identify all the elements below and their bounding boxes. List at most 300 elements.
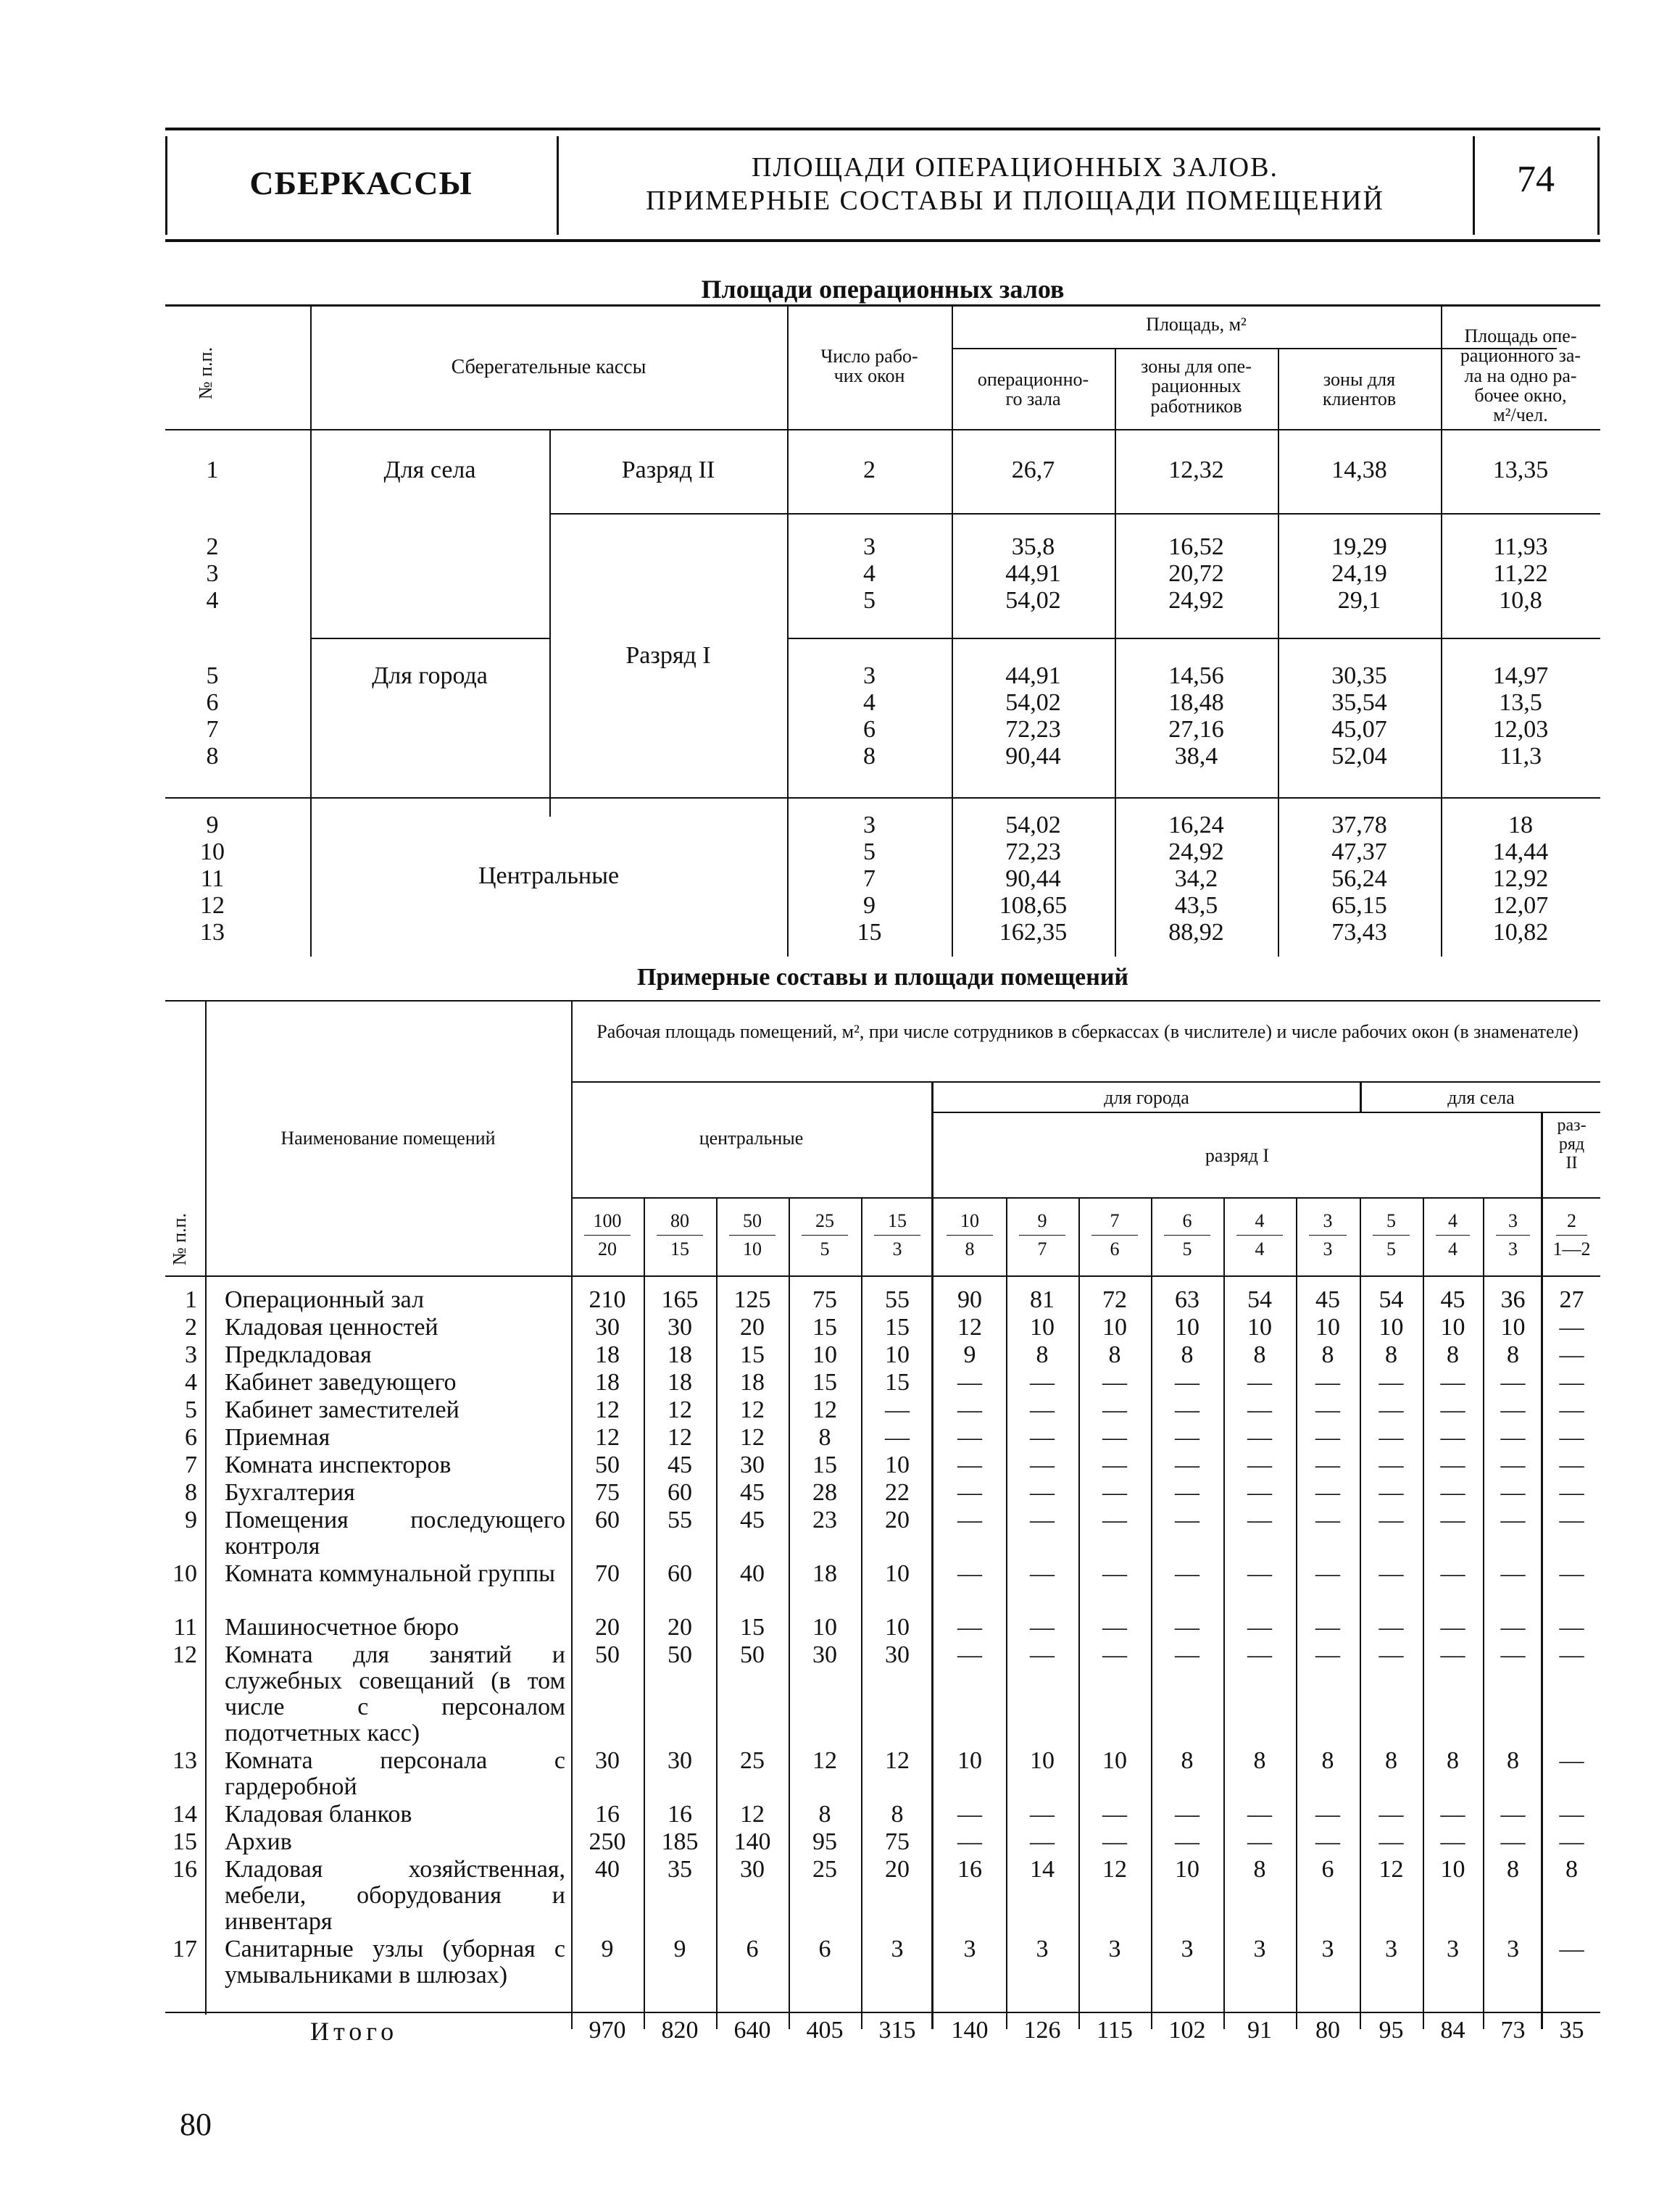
area-value: — xyxy=(1559,1424,1584,1451)
area-value: — xyxy=(885,1396,910,1423)
area-value: — xyxy=(1559,1452,1584,1478)
t1-op: 54,02 72,23 90,44 108,65 162,35 xyxy=(999,812,1068,946)
total-value: 91 xyxy=(1247,2017,1272,2044)
area-value: 3 xyxy=(1108,1936,1121,1962)
area-value: 30 xyxy=(885,1641,910,1668)
area-value: 8 xyxy=(1181,1747,1194,1774)
t1-windows: 3 4 6 8 xyxy=(863,662,876,770)
area-value: 50 xyxy=(740,1641,765,1668)
area-value: 3 xyxy=(1447,1936,1459,1962)
fraction-header xyxy=(1223,1207,1296,1263)
area-value: 10 xyxy=(812,1614,837,1641)
room-name: Комната коммунальной группы xyxy=(225,1560,555,1587)
area-value: 8 xyxy=(1385,1747,1397,1774)
fraction-denominator: 1—2 xyxy=(1552,1238,1591,1260)
area-value: 9 xyxy=(601,1936,614,1962)
t1-workers: 12,32 xyxy=(1168,457,1224,483)
area-value: 40 xyxy=(595,1856,620,1883)
area-value: 6 xyxy=(818,1936,831,1962)
area-value: — xyxy=(957,1641,982,1668)
area-value: 70 xyxy=(595,1560,620,1587)
area-value: 15 xyxy=(812,1369,837,1396)
area-value: 8 xyxy=(1507,1341,1519,1368)
sheet-number: 74 xyxy=(1517,159,1555,200)
fraction-numerator: 50 xyxy=(729,1207,775,1236)
area-value: — xyxy=(1102,1560,1127,1587)
area-value: — xyxy=(885,1424,910,1451)
area-value: — xyxy=(1030,1452,1055,1478)
area-value: 10 xyxy=(885,1614,910,1641)
row-number: 10 xyxy=(172,1560,197,1587)
area-value: — xyxy=(957,1452,982,1478)
area-value: — xyxy=(957,1369,982,1396)
area-value: 55 xyxy=(668,1507,692,1533)
area-value: 250 xyxy=(589,1828,626,1855)
area-value: — xyxy=(1102,1396,1127,1423)
row-number: 16 xyxy=(172,1856,197,1883)
t1-windows: 2 xyxy=(863,457,876,483)
area-value: 8 xyxy=(1321,1341,1334,1368)
area-value: — xyxy=(1247,1452,1272,1478)
area-value: 10 xyxy=(1175,1314,1199,1341)
area-value: 54 xyxy=(1378,1286,1404,1313)
area-value: 28 xyxy=(812,1479,837,1506)
area-value: — xyxy=(1440,1479,1465,1506)
area-value: — xyxy=(1247,1828,1272,1855)
area-value: 60 xyxy=(595,1507,620,1533)
area-value: 60 xyxy=(668,1479,692,1506)
area-value: 18 xyxy=(668,1369,692,1396)
room-name: Санитарные узлы (уборная с умывальниками в шлюзах) xyxy=(225,1936,565,1989)
t1-col-no-label: № п.п. xyxy=(195,346,217,400)
area-value: — xyxy=(1440,1452,1465,1478)
fraction-denominator: 15 xyxy=(670,1238,689,1260)
area-value: 45 xyxy=(740,1507,765,1533)
area-value: 40 xyxy=(740,1560,765,1587)
area-value: — xyxy=(1175,1369,1199,1396)
area-value: — xyxy=(1500,1424,1526,1451)
area-value: — xyxy=(1102,1479,1127,1506)
area-value: — xyxy=(1315,1641,1340,1668)
area-value: 12 xyxy=(885,1747,910,1774)
fraction-header xyxy=(1543,1207,1600,1263)
t1-per: 14,97 13,5 12,03 11,3 xyxy=(1492,662,1549,770)
area-value: 50 xyxy=(595,1641,620,1668)
section-title: СБЕРКАССЫ xyxy=(249,165,473,201)
t1-nos: 2 3 4 xyxy=(206,533,219,614)
area-value: 3 xyxy=(1253,1936,1266,1962)
area-value: — xyxy=(1030,1424,1055,1451)
area-value: 50 xyxy=(595,1452,620,1478)
area-value: 63 xyxy=(1175,1286,1199,1313)
t1-op: 44,91 54,02 72,23 90,44 xyxy=(1005,662,1061,770)
area-value: — xyxy=(1175,1614,1199,1641)
area-value: 3 xyxy=(1181,1936,1194,1962)
area-value: 16 xyxy=(668,1801,692,1828)
area-value: 3 xyxy=(1385,1936,1397,1962)
area-value: — xyxy=(1030,1507,1055,1533)
room-name: Комната для занятий и служебных совещаний (в том числе с персоналом подотчетных касс) xyxy=(225,1641,565,1746)
t1-op: 26,7 xyxy=(1011,457,1055,483)
area-value: 25 xyxy=(740,1747,765,1774)
fraction-header xyxy=(1360,1207,1423,1263)
area-value: — xyxy=(1559,1828,1584,1855)
area-value: — xyxy=(1247,1560,1272,1587)
area-value: — xyxy=(1102,1507,1127,1533)
t1-clients: 19,29 24,19 29,1 xyxy=(1331,533,1387,614)
area-value: — xyxy=(1500,1828,1526,1855)
total-value: 405 xyxy=(806,2017,844,2044)
area-value: 8 xyxy=(1447,1341,1459,1368)
area-value: — xyxy=(1030,1614,1055,1641)
area-value: 8 xyxy=(1253,1747,1266,1774)
area-value: — xyxy=(1175,1479,1199,1506)
area-value: 23 xyxy=(812,1507,837,1533)
area-value: 10 xyxy=(1102,1747,1127,1774)
table1-title: Площади операционных залов xyxy=(701,275,1065,304)
area-value: — xyxy=(1247,1424,1272,1451)
area-value: 45 xyxy=(668,1452,692,1478)
area-value: — xyxy=(1315,1369,1340,1396)
area-value: — xyxy=(1378,1396,1404,1423)
area-value: 8 xyxy=(1321,1747,1334,1774)
area-value: — xyxy=(1500,1479,1526,1506)
area-value: 6 xyxy=(1321,1856,1334,1883)
t1-per: 18 14,44 12,92 12,07 10,82 xyxy=(1492,812,1549,946)
area-value: — xyxy=(1378,1560,1404,1587)
room-name: Кладовая хозяйственная, мебели, оборудования и инвентаря xyxy=(225,1856,565,1935)
area-value: 45 xyxy=(1440,1286,1465,1313)
area-value: — xyxy=(1102,1452,1127,1478)
area-value: 75 xyxy=(812,1286,837,1313)
area-value: — xyxy=(957,1560,982,1587)
area-value: — xyxy=(1440,1369,1465,1396)
area-value: — xyxy=(1500,1614,1526,1641)
fraction-header xyxy=(1296,1207,1360,1263)
area-value: 30 xyxy=(668,1314,692,1341)
area-value: 140 xyxy=(733,1828,771,1855)
area-value: 30 xyxy=(595,1747,620,1774)
area-value: 10 xyxy=(1440,1856,1465,1883)
area-value: — xyxy=(1102,1369,1127,1396)
area-value: — xyxy=(1500,1452,1526,1478)
area-value: 12 xyxy=(668,1396,692,1423)
fraction-numerator: 5 xyxy=(1373,1207,1410,1236)
fraction-numerator: 4 xyxy=(1436,1207,1470,1236)
area-value: — xyxy=(957,1614,982,1641)
area-value: 12 xyxy=(595,1424,620,1451)
rooms-table xyxy=(165,1000,1600,2044)
total-value: 820 xyxy=(661,2017,699,2044)
area-value: 8 xyxy=(1181,1341,1194,1368)
area-value: 10 xyxy=(1500,1314,1526,1341)
area-value: 18 xyxy=(595,1369,620,1396)
fraction-header xyxy=(571,1207,644,1263)
area-value: — xyxy=(1247,1641,1272,1668)
area-value: — xyxy=(1500,1641,1526,1668)
area-value: — xyxy=(1559,1641,1584,1668)
area-value: 16 xyxy=(957,1856,982,1883)
total-value: 95 xyxy=(1378,2017,1404,2044)
area-value: — xyxy=(1102,1828,1127,1855)
area-value: 10 xyxy=(812,1341,837,1368)
area-value: — xyxy=(1247,1614,1272,1641)
area-value: — xyxy=(1247,1507,1272,1533)
area-value: 8 xyxy=(1447,1747,1459,1774)
area-value: 10 xyxy=(1102,1314,1127,1341)
area-value: 20 xyxy=(668,1614,692,1641)
t1-nos: 9 10 11 12 13 xyxy=(200,812,225,946)
area-value: — xyxy=(1440,1424,1465,1451)
area-value: 3 xyxy=(1036,1936,1049,1962)
fraction-numerator: 80 xyxy=(657,1207,703,1236)
t1-col-kassy: Сберегательные кассы xyxy=(451,356,646,378)
area-value: 12 xyxy=(595,1396,620,1423)
area-value: — xyxy=(1175,1828,1199,1855)
area-value: — xyxy=(1378,1801,1404,1828)
area-value: — xyxy=(1559,1479,1584,1506)
area-value: — xyxy=(957,1828,982,1855)
area-value: 8 xyxy=(818,1424,831,1451)
area-value: — xyxy=(1247,1479,1272,1506)
area-value: — xyxy=(1175,1641,1199,1668)
fraction-numerator: 3 xyxy=(1309,1207,1347,1236)
area-value: 12 xyxy=(812,1396,837,1423)
row-number: 13 xyxy=(172,1747,197,1774)
area-value: — xyxy=(1315,1801,1340,1828)
area-value: 12 xyxy=(668,1424,692,1451)
t1-clients: 30,35 35,54 45,07 52,04 xyxy=(1331,662,1387,770)
area-value: — xyxy=(1500,1396,1526,1423)
t1-windows: 3 5 7 9 15 xyxy=(857,812,882,946)
room-name: Кладовая бланков xyxy=(225,1801,412,1828)
t1-workers: 14,56 18,48 27,16 38,4 xyxy=(1168,662,1224,770)
fraction-header xyxy=(861,1207,933,1263)
area-value: — xyxy=(957,1801,982,1828)
row-number: 14 xyxy=(172,1801,197,1828)
total-value: 35 xyxy=(1559,2017,1584,2044)
area-value: — xyxy=(1315,1507,1340,1533)
fraction-numerator: 15 xyxy=(874,1207,920,1236)
area-value: 30 xyxy=(740,1856,765,1883)
fraction-denominator: 5 xyxy=(1386,1238,1396,1260)
area-value: 18 xyxy=(668,1341,692,1368)
area-value: 10 xyxy=(1030,1747,1055,1774)
row-number: 6 xyxy=(185,1424,197,1451)
area-value: — xyxy=(1559,1614,1584,1641)
area-value: — xyxy=(1378,1369,1404,1396)
total-value: 640 xyxy=(733,2017,771,2044)
total-value: 84 xyxy=(1440,2017,1465,2044)
area-value: — xyxy=(1175,1507,1199,1533)
area-value: — xyxy=(957,1424,982,1451)
fraction-header xyxy=(789,1207,861,1263)
area-value: — xyxy=(1315,1479,1340,1506)
area-value: — xyxy=(1247,1369,1272,1396)
t2-group-gorod: для города xyxy=(1104,1087,1189,1108)
area-value: 18 xyxy=(740,1369,765,1396)
area-value: 30 xyxy=(668,1747,692,1774)
page-title-line2: ПРИМЕРНЫЕ СОСТАВЫ И ПЛОЩАДИ ПОМЕЩЕНИЙ xyxy=(646,186,1384,216)
total-value: 140 xyxy=(951,2017,989,2044)
t1-workers: 16,24 24,92 34,2 43,5 88,92 xyxy=(1168,812,1224,946)
area-value: 12 xyxy=(957,1314,982,1341)
t2-col-area: Рабочая площадь помещений, м², при числе сотрудников в сберкассах (в числителе) и числе рабочих окон (в знаменателе) xyxy=(596,1021,1579,1042)
row-number: 2 xyxy=(185,1314,197,1341)
area-value: 8 xyxy=(891,1801,904,1828)
area-value: 10 xyxy=(885,1452,910,1478)
t2-col-no-header xyxy=(168,1207,204,1272)
row-number: 9 xyxy=(185,1507,197,1533)
area-value: 15 xyxy=(885,1314,910,1341)
area-value: — xyxy=(1500,1560,1526,1587)
area-value: — xyxy=(1559,1560,1584,1587)
room-name: Приемная xyxy=(225,1424,330,1451)
fraction-denominator: 4 xyxy=(1255,1238,1265,1260)
room-name: Комната персонала с гардеробной xyxy=(225,1747,565,1800)
area-value: — xyxy=(1315,1614,1340,1641)
area-value: 14 xyxy=(1030,1856,1055,1883)
area-value: 90 xyxy=(957,1286,982,1313)
row-number: 1 xyxy=(185,1286,197,1313)
area-value: 8 xyxy=(1036,1341,1049,1368)
area-value: 15 xyxy=(812,1452,837,1478)
row-number: 12 xyxy=(172,1641,197,1668)
area-value: 6 xyxy=(746,1936,759,1962)
room-name: Операционный зал xyxy=(225,1286,425,1313)
fraction-numerator: 3 xyxy=(1496,1207,1530,1236)
total-value: 73 xyxy=(1500,2017,1526,2044)
room-name: Кабинет заместителей xyxy=(225,1396,459,1423)
t1-clients: 37,78 47,37 56,24 65,15 73,43 xyxy=(1331,812,1387,946)
area-value: 30 xyxy=(595,1314,620,1341)
room-name: Архив xyxy=(225,1828,292,1855)
t1-col-clients: зоны для клиентов xyxy=(1322,369,1397,410)
area-value: 10 xyxy=(957,1747,982,1774)
area-value: — xyxy=(1175,1452,1199,1478)
row-number: 8 xyxy=(185,1479,197,1506)
area-value: 210 xyxy=(589,1286,626,1313)
t1-workers: 16,52 20,72 24,92 xyxy=(1168,533,1224,614)
area-value: 9 xyxy=(963,1341,976,1368)
area-value: — xyxy=(1378,1507,1404,1533)
area-value: — xyxy=(1500,1507,1526,1533)
fraction-denominator: 10 xyxy=(743,1238,762,1260)
fraction-denominator: 3 xyxy=(892,1238,902,1260)
area-value: — xyxy=(1030,1560,1055,1587)
total-label: Итого xyxy=(310,2017,399,2046)
area-value: 8 xyxy=(1565,1856,1578,1883)
area-value: 8 xyxy=(818,1801,831,1828)
room-name: Помещения последующего контроля xyxy=(225,1507,565,1560)
t2-group-razr2: раз- ряд II xyxy=(1557,1116,1587,1173)
area-value: 125 xyxy=(733,1286,771,1313)
area-value: — xyxy=(1247,1396,1272,1423)
area-value: — xyxy=(1102,1614,1127,1641)
t1-nos: 5 6 7 8 xyxy=(206,662,219,770)
area-value: 10 xyxy=(1315,1314,1340,1341)
page-title xyxy=(560,151,1470,217)
fraction-header xyxy=(1151,1207,1223,1263)
area-value: 54 xyxy=(1247,1286,1272,1313)
area-value: 15 xyxy=(812,1314,837,1341)
fraction-denominator: 5 xyxy=(820,1238,830,1260)
t1-col-per-window: Площадь опе- рационного за- ла на одно ра- бочее окно, м²/чел. xyxy=(1460,325,1581,426)
fraction-header xyxy=(1078,1207,1151,1263)
area-value: — xyxy=(1378,1424,1404,1451)
area-value: 12 xyxy=(740,1801,765,1828)
area-value: — xyxy=(957,1396,982,1423)
total-value: 970 xyxy=(589,2017,626,2044)
area-value: 35 xyxy=(668,1856,692,1883)
t1-label-razr1: Разряд I xyxy=(625,642,711,669)
total-value: 80 xyxy=(1315,2017,1340,2044)
area-value: 36 xyxy=(1500,1286,1526,1313)
area-value: — xyxy=(1559,1396,1584,1423)
t1-col-area: Площадь, м² xyxy=(1146,314,1247,335)
room-name: Бухгалтерия xyxy=(225,1479,355,1506)
area-value: 12 xyxy=(1102,1856,1127,1883)
row-number: 7 xyxy=(185,1452,197,1478)
fraction-header xyxy=(933,1207,1006,1263)
table2-title: Примерные составы и площади помещений xyxy=(636,964,1129,991)
t1-col-op-hall: операционно- го зала xyxy=(977,369,1089,410)
area-value: 15 xyxy=(740,1614,765,1641)
area-value: — xyxy=(1440,1641,1465,1668)
fraction-header xyxy=(644,1207,716,1263)
area-value: 10 xyxy=(885,1341,910,1368)
operation-halls-table xyxy=(165,304,1600,957)
row-number: 5 xyxy=(185,1396,197,1423)
area-value: 10 xyxy=(1175,1856,1199,1883)
area-value: — xyxy=(1102,1801,1127,1828)
t1-label-razr2: Разряд II xyxy=(621,457,715,483)
area-value: — xyxy=(1440,1396,1465,1423)
area-value: — xyxy=(1440,1507,1465,1533)
room-name: Комната инспекторов xyxy=(225,1452,452,1478)
area-value: — xyxy=(1378,1641,1404,1668)
area-value: 25 xyxy=(812,1856,837,1883)
t2-group-central: центральные xyxy=(699,1128,804,1149)
total-value: 315 xyxy=(878,2017,916,2044)
area-value: — xyxy=(1030,1828,1055,1855)
area-value: — xyxy=(1559,1507,1584,1533)
area-value: — xyxy=(1102,1641,1127,1668)
fraction-numerator: 25 xyxy=(802,1207,848,1236)
area-value: 12 xyxy=(740,1396,765,1423)
total-value: 102 xyxy=(1168,2017,1206,2044)
area-value: 18 xyxy=(595,1341,620,1368)
fraction-denominator: 20 xyxy=(598,1238,617,1260)
area-value: 20 xyxy=(885,1507,910,1533)
fraction-denominator: 8 xyxy=(965,1238,975,1260)
t1-col-no-header xyxy=(195,341,245,413)
t1-label-selo: Для села xyxy=(383,457,476,483)
area-value: — xyxy=(1440,1828,1465,1855)
area-value: 15 xyxy=(885,1369,910,1396)
fraction-header xyxy=(716,1207,789,1263)
area-value: 3 xyxy=(1507,1936,1519,1962)
area-value: 81 xyxy=(1030,1286,1055,1313)
fraction-numerator: 7 xyxy=(1091,1207,1138,1236)
room-name: Предкладовая xyxy=(225,1341,372,1368)
area-value: — xyxy=(1559,1747,1584,1774)
total-value: 115 xyxy=(1097,2017,1133,2044)
area-value: 12 xyxy=(1378,1856,1404,1883)
area-value: — xyxy=(1247,1801,1272,1828)
t1-per: 13,35 xyxy=(1492,457,1549,483)
area-value: — xyxy=(1030,1369,1055,1396)
